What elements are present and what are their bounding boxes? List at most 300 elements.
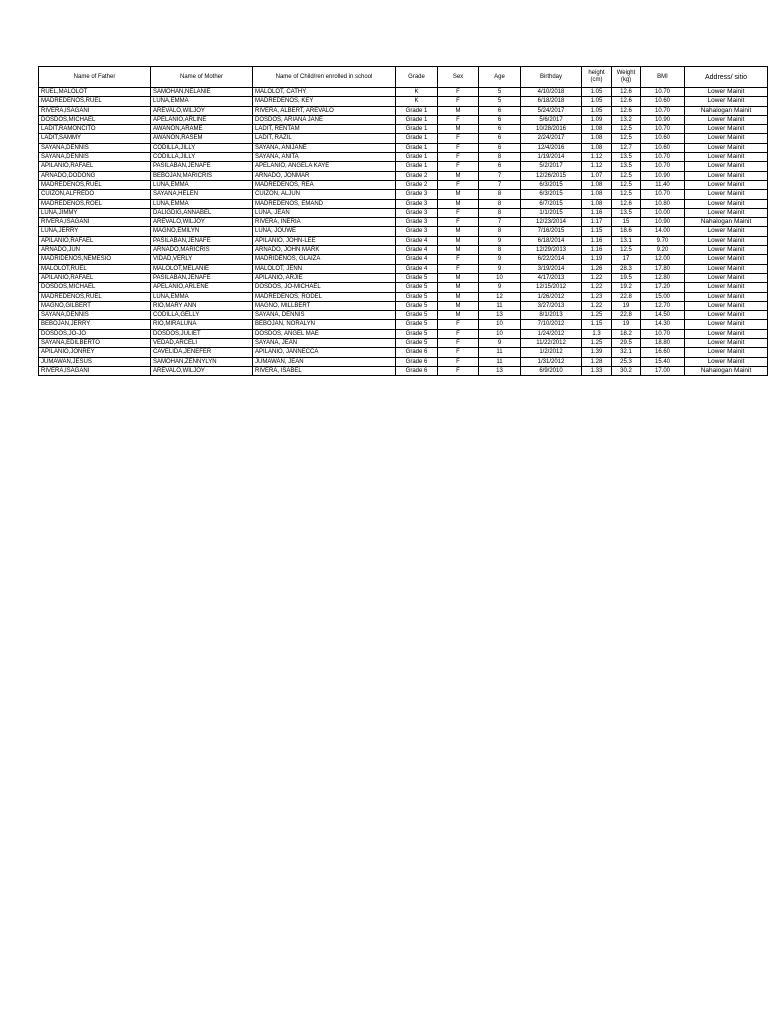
sex-cell: M — [438, 125, 479, 134]
mother-cell: CODILLA,JILLY — [151, 143, 253, 152]
bmi-cell: 10.90 — [641, 218, 685, 227]
father-cell: DOSDOS,MICHAEL — [39, 115, 151, 124]
grade-cell: Grade 5 — [396, 301, 438, 310]
sex-cell: F — [438, 255, 479, 264]
table-row — [39, 208, 768, 217]
bmi-cell: 10.70 — [641, 125, 685, 134]
child-cell: SAYANA, JEAN — [253, 339, 396, 348]
age-cell: 9 — [479, 283, 521, 292]
sex-cell: F — [438, 329, 479, 338]
mother-cell: APELANIO,ARLINE — [151, 115, 253, 124]
father-cell: DOSDOS,JO-JO — [39, 329, 151, 338]
height-cell: 1.22 — [582, 273, 612, 282]
age-cell: 9 — [479, 255, 521, 264]
address-cell: Lower Mainit — [685, 180, 768, 189]
weight-cell: 30.2 — [612, 366, 641, 375]
address-cell: Lower Mainit — [685, 190, 768, 199]
bmi-cell: 11.40 — [641, 180, 685, 189]
height-cell: 1.3 — [582, 329, 612, 338]
birthday-cell: 7/10/2012 — [521, 320, 582, 329]
age-cell: 6 — [479, 162, 521, 171]
bmi-cell: 12.00 — [641, 255, 685, 264]
mother-cell: LUNA,EMMA — [151, 180, 253, 189]
age-cell: 11 — [479, 301, 521, 310]
age-cell: 9 — [479, 339, 521, 348]
mother-cell: AREVALO,WILJOY — [151, 366, 253, 375]
grade-cell: Grade 1 — [396, 125, 438, 134]
birthday-cell: 1/1/2015 — [521, 208, 582, 217]
father-cell: SAYANA,EDILBERTO — [39, 339, 151, 348]
grade-cell: Grade 1 — [396, 106, 438, 115]
bmi-cell: 10.00 — [641, 208, 685, 217]
father-cell: APILANIO,JONREY — [39, 348, 151, 357]
grade-cell: Grade 5 — [396, 329, 438, 338]
sex-cell: F — [438, 153, 479, 162]
height-cell: 1.08 — [582, 190, 612, 199]
sex-cell: F — [438, 115, 479, 124]
father-cell: BEBOJAN,JERRY — [39, 320, 151, 329]
address-cell: Lower Mainit — [685, 236, 768, 245]
table-row — [39, 162, 768, 171]
bmi-cell: 14.50 — [641, 311, 685, 320]
birthday-cell: 11/22/2012 — [521, 339, 582, 348]
mother-cell: VIDAD,VERLY — [151, 255, 253, 264]
bmi-cell: 16.60 — [641, 348, 685, 357]
address-cell: Lower Mainit — [685, 208, 768, 217]
child-cell: MADREDEÑOS, KEY — [253, 97, 396, 106]
child-cell: CUIZON, ALJUN — [253, 190, 396, 199]
age-cell: 6 — [479, 125, 521, 134]
header-cell: Sex — [438, 67, 479, 88]
father-cell: MADREDENOS,RUEL — [39, 180, 151, 189]
address-cell: Lower Mainit — [685, 255, 768, 264]
height-cell: 1.26 — [582, 264, 612, 273]
table-row — [39, 320, 768, 329]
table-row — [39, 311, 768, 320]
table-row — [39, 143, 768, 152]
sex-cell: F — [438, 143, 479, 152]
bmi-cell: 10.80 — [641, 199, 685, 208]
grade-cell: Grade 4 — [396, 246, 438, 255]
weight-cell: 12.6 — [612, 88, 641, 97]
mother-cell: MAGNO,EMILYN — [151, 227, 253, 236]
birthday-cell: 1/31/2012 — [521, 357, 582, 366]
age-cell: 6 — [479, 143, 521, 152]
height-cell: 1.25 — [582, 311, 612, 320]
father-cell: SAYANA,DENNIS — [39, 153, 151, 162]
weight-cell: 19.2 — [612, 283, 641, 292]
birthday-cell: 1/26/2012 — [521, 292, 582, 301]
mother-cell: LUNA,EMMA — [151, 199, 253, 208]
sex-cell: F — [438, 348, 479, 357]
address-cell: Lower Mainit — [685, 153, 768, 162]
weight-cell: 12.6 — [612, 199, 641, 208]
child-cell: RIVERA, ALBERT, AREVALO — [253, 106, 396, 115]
mother-cell: VEDAD,ARCELI — [151, 339, 253, 348]
sex-cell: F — [438, 88, 479, 97]
age-cell: 6 — [479, 106, 521, 115]
child-cell: RIVERA, INERIA — [253, 218, 396, 227]
grade-cell: Grade 1 — [396, 162, 438, 171]
address-cell: Lower Mainit — [685, 301, 768, 310]
child-cell: MADREDENOS, RODEL — [253, 292, 396, 301]
weight-cell: 12.6 — [612, 97, 641, 106]
child-cell: LUNA, JOUWE — [253, 227, 396, 236]
address-cell: Lower Mainit — [685, 97, 768, 106]
father-cell: RIVERA,ISAGANI — [39, 218, 151, 227]
height-cell: 1.28 — [582, 357, 612, 366]
sex-cell: M — [438, 246, 479, 255]
father-cell: MADREDENOS,RUEL — [39, 292, 151, 301]
table-row — [39, 97, 768, 106]
table-row — [39, 329, 768, 338]
address-cell: Lower Mainit — [685, 283, 768, 292]
child-cell: LADIT, RAZIL — [253, 134, 396, 143]
father-cell: CUIZON,ALFREDO — [39, 190, 151, 199]
grade-cell: Grade 5 — [396, 339, 438, 348]
birthday-cell: 5/24/2017 — [521, 106, 582, 115]
header-cell: Weight (kg) — [612, 67, 641, 88]
weight-cell: 17 — [612, 255, 641, 264]
mother-cell: LUNA,EMMA — [151, 292, 253, 301]
bmi-cell: 10.70 — [641, 162, 685, 171]
age-cell: 11 — [479, 348, 521, 357]
age-cell: 8 — [479, 246, 521, 255]
height-cell: 1.39 — [582, 348, 612, 357]
height-cell: 1.12 — [582, 162, 612, 171]
birthday-cell: 6/7/2015 — [521, 199, 582, 208]
sex-cell: M — [438, 190, 479, 199]
address-cell: Lower Mainit — [685, 246, 768, 255]
birthday-cell: 3/19/2014 — [521, 264, 582, 273]
table-row — [39, 301, 768, 310]
child-cell: SAYANA, ANITA — [253, 153, 396, 162]
height-cell: 1.05 — [582, 88, 612, 97]
grade-cell: Grade 3 — [396, 199, 438, 208]
weight-cell: 12.7 — [612, 143, 641, 152]
height-cell: 1.08 — [582, 199, 612, 208]
mother-cell: BEBOJAN,MARICRIS — [151, 171, 253, 180]
child-cell: APILANIO, JOHN-LEE — [253, 236, 396, 245]
grade-cell: Grade 3 — [396, 208, 438, 217]
weight-cell: 15 — [612, 218, 641, 227]
child-cell: MADRIDEÑOS, GLAIZA — [253, 255, 396, 264]
father-cell: SAYANA,DENNIS — [39, 143, 151, 152]
table-row — [39, 171, 768, 180]
sex-cell: F — [438, 162, 479, 171]
weight-cell: 18.6 — [612, 227, 641, 236]
birthday-cell: 8/1/2013 — [521, 311, 582, 320]
bmi-cell: 9.70 — [641, 236, 685, 245]
sex-cell: F — [438, 339, 479, 348]
child-cell: LUNA, JEAN — [253, 208, 396, 217]
table-row — [39, 227, 768, 236]
weight-cell: 13.2 — [612, 115, 641, 124]
birthday-cell: 4/17/2013 — [521, 273, 582, 282]
father-cell: ARNADO,DODONG — [39, 171, 151, 180]
child-cell: APILANIO, ARJIE — [253, 273, 396, 282]
birthday-cell: 12/29/2013 — [521, 246, 582, 255]
mother-cell: AREVALO,WILJOY — [151, 218, 253, 227]
father-cell: JUMAWAN,JESUS — [39, 357, 151, 366]
age-cell: 13 — [479, 366, 521, 375]
table-row — [39, 292, 768, 301]
address-cell: Lower Mainit — [685, 357, 768, 366]
bmi-cell: 10.60 — [641, 143, 685, 152]
age-cell: 12 — [479, 292, 521, 301]
weight-cell: 12.5 — [612, 246, 641, 255]
address-cell: Lower Mainit — [685, 273, 768, 282]
sex-cell: M — [438, 106, 479, 115]
grade-cell: Grade 1 — [396, 153, 438, 162]
age-cell: 6 — [479, 134, 521, 143]
height-cell: 1.05 — [582, 106, 612, 115]
sex-cell: M — [438, 311, 479, 320]
child-cell: APELANIO, ANGELA KAYE — [253, 162, 396, 171]
bmi-cell: 10.70 — [641, 106, 685, 115]
sex-cell: F — [438, 218, 479, 227]
child-cell: DOSDOS, JO-MICHAEL — [253, 283, 396, 292]
child-cell: JUMAWAN, JEAN — [253, 357, 396, 366]
grade-cell: K — [396, 88, 438, 97]
bmi-cell: 10.60 — [641, 134, 685, 143]
mother-cell: AREVALO,WILJOY — [151, 106, 253, 115]
child-cell: APILANIO, JANNECCA — [253, 348, 396, 357]
weight-cell: 32.1 — [612, 348, 641, 357]
age-cell: 8 — [479, 190, 521, 199]
address-cell: Lower Mainit — [685, 320, 768, 329]
grade-cell: K — [396, 97, 438, 106]
address-cell: Lower Mainit — [685, 125, 768, 134]
birthday-cell: 6/3/2015 — [521, 190, 582, 199]
sex-cell: F — [438, 208, 479, 217]
child-cell: MADREDENOS, REA — [253, 180, 396, 189]
grade-cell: Grade 4 — [396, 264, 438, 273]
header-cell: height (cm) — [582, 67, 612, 88]
age-cell: 8 — [479, 199, 521, 208]
birthday-cell: 6/18/2018 — [521, 97, 582, 106]
father-cell: LADIT,RAMONCITO — [39, 125, 151, 134]
address-cell: Lower Mainit — [685, 329, 768, 338]
bmi-cell: 15.00 — [641, 292, 685, 301]
table-row — [39, 199, 768, 208]
birthday-cell: 5/2/2017 — [521, 162, 582, 171]
height-cell: 1.23 — [582, 292, 612, 301]
height-cell: 1.07 — [582, 171, 612, 180]
address-cell: Lower Mainit — [685, 143, 768, 152]
bmi-cell: 17.00 — [641, 366, 685, 375]
sex-cell: M — [438, 236, 479, 245]
birthday-cell: 1/24/2012 — [521, 329, 582, 338]
child-cell: LADIT, RENTAM — [253, 125, 396, 134]
height-cell: 1.17 — [582, 218, 612, 227]
birthday-cell: 5/6/2017 — [521, 115, 582, 124]
age-cell: 10 — [479, 273, 521, 282]
mother-cell: DALIGDIG,ANNABEL — [151, 208, 253, 217]
birthday-cell: 12/23/2014 — [521, 218, 582, 227]
height-cell: 1.05 — [582, 97, 612, 106]
weight-cell: 12.5 — [612, 125, 641, 134]
child-cell: ARNADO, JOHN MARK — [253, 246, 396, 255]
child-cell: MAGNO, MILLBERT — [253, 301, 396, 310]
table-row — [39, 348, 768, 357]
height-cell: 1.22 — [582, 301, 612, 310]
grade-cell: Grade 2 — [396, 171, 438, 180]
weight-cell: 13.5 — [612, 153, 641, 162]
height-cell: 1.25 — [582, 339, 612, 348]
header-cell: Name of Mother — [151, 67, 253, 88]
mother-cell: PASILABAN,JENAFE — [151, 273, 253, 282]
bmi-cell: 14.00 — [641, 227, 685, 236]
sex-cell: F — [438, 366, 479, 375]
grade-cell: Grade 1 — [396, 143, 438, 152]
sex-cell: M — [438, 227, 479, 236]
height-cell: 1.15 — [582, 227, 612, 236]
age-cell: 5 — [479, 88, 521, 97]
mother-cell: APELANIO,ARLENE — [151, 283, 253, 292]
child-cell: BEBOJAN, NORALYN — [253, 320, 396, 329]
father-cell: MADREDENOS,ROEL — [39, 199, 151, 208]
sex-cell: M — [438, 292, 479, 301]
birthday-cell: 6/18/2014 — [521, 236, 582, 245]
table-row — [39, 366, 768, 375]
table-row — [39, 115, 768, 124]
grade-cell: Grade 3 — [396, 218, 438, 227]
bmi-cell: 17.20 — [641, 283, 685, 292]
address-cell: Lower Mainit — [685, 227, 768, 236]
father-cell: ARNADO,JUN — [39, 246, 151, 255]
grade-cell: Grade 3 — [396, 190, 438, 199]
header-cell: BMI — [641, 67, 685, 88]
bmi-cell: 9.20 — [641, 246, 685, 255]
address-cell: Lower Mainit — [685, 162, 768, 171]
address-cell: Nahalogan Mainit — [685, 366, 768, 375]
bmi-cell: 10.60 — [641, 97, 685, 106]
grade-cell: Grade 5 — [396, 292, 438, 301]
table-row — [39, 273, 768, 282]
header-cell: Name of Child/ren enrolled in school — [253, 67, 396, 88]
mother-cell: CODILLA,JILLY — [151, 153, 253, 162]
grade-cell: Grade 5 — [396, 320, 438, 329]
sex-cell: F — [438, 180, 479, 189]
height-cell: 1.08 — [582, 180, 612, 189]
father-cell: RIVERA,ISAGANI — [39, 106, 151, 115]
address-cell: Lower Mainit — [685, 171, 768, 180]
child-cell: SAYANA, ANIJANE — [253, 143, 396, 152]
weight-cell: 19 — [612, 320, 641, 329]
address-cell: Nahalogan Mainit — [685, 218, 768, 227]
age-cell: 7 — [479, 171, 521, 180]
age-cell: 13 — [479, 311, 521, 320]
weight-cell: 12.6 — [612, 106, 641, 115]
weight-cell: 29.5 — [612, 339, 641, 348]
birthday-cell: 3/27/2013 — [521, 301, 582, 310]
birthday-cell: 12/15/2012 — [521, 283, 582, 292]
height-cell: 1.08 — [582, 143, 612, 152]
mother-cell: CODILLA,GELLY — [151, 311, 253, 320]
mother-cell: LUNA,EMMA — [151, 97, 253, 106]
bmi-cell: 10.90 — [641, 115, 685, 124]
weight-cell: 22.8 — [612, 292, 641, 301]
table-row — [39, 134, 768, 143]
father-cell: APILANIO,RAFAEL — [39, 236, 151, 245]
header-cell: Grade — [396, 67, 438, 88]
grade-cell: Grade 4 — [396, 236, 438, 245]
birthday-cell: 12/4/2016 — [521, 143, 582, 152]
height-cell: 1.15 — [582, 320, 612, 329]
father-cell: LADIT,SAMMY — [39, 134, 151, 143]
father-cell: SAYANA,DENNIS — [39, 311, 151, 320]
age-cell: 5 — [479, 97, 521, 106]
father-cell: APILANIO,RAFAEL — [39, 273, 151, 282]
address-cell: Lower Mainit — [685, 88, 768, 97]
grade-cell: Grade 5 — [396, 283, 438, 292]
sex-cell: M — [438, 301, 479, 310]
child-cell: MADREDENOS, EMAND — [253, 199, 396, 208]
student-table — [38, 66, 768, 376]
address-cell: Lower Mainit — [685, 311, 768, 320]
sex-cell: F — [438, 320, 479, 329]
address-cell: Lower Mainit — [685, 339, 768, 348]
sex-cell: M — [438, 273, 479, 282]
header-row — [39, 67, 768, 88]
mother-cell: SAMOHAN,NELANIE — [151, 88, 253, 97]
father-cell: RIVERA,ISAGANI — [39, 366, 151, 375]
table-row — [39, 255, 768, 264]
bmi-cell: 18.80 — [641, 339, 685, 348]
age-cell: 9 — [479, 264, 521, 273]
height-cell: 1.33 — [582, 366, 612, 375]
address-cell: Lower Mainit — [685, 348, 768, 357]
table-row — [39, 153, 768, 162]
address-cell: Nahalogan Mainit — [685, 106, 768, 115]
child-cell: DOSDOS, ANGEL MAE — [253, 329, 396, 338]
sex-cell: F — [438, 357, 479, 366]
mother-cell: PASILABAN,JENAFE — [151, 162, 253, 171]
table-row — [39, 264, 768, 273]
address-cell: Lower Mainit — [685, 199, 768, 208]
age-cell: 7 — [479, 218, 521, 227]
weight-cell: 13.1 — [612, 236, 641, 245]
mother-cell: DOSDOS,JULIET — [151, 329, 253, 338]
bmi-cell: 10.70 — [641, 329, 685, 338]
child-cell: MALOLOT, JENN — [253, 264, 396, 273]
spreadsheet-page — [38, 66, 767, 376]
age-cell: 7 — [479, 180, 521, 189]
grade-cell: Grade 6 — [396, 348, 438, 357]
age-cell: 11 — [479, 357, 521, 366]
bmi-cell: 10.90 — [641, 171, 685, 180]
table-row — [39, 236, 768, 245]
child-cell: DOSDOS, ARIANA JANE — [253, 115, 396, 124]
child-cell: ARNADO, JONMAR — [253, 171, 396, 180]
header-cell: Age — [479, 67, 521, 88]
height-cell: 1.16 — [582, 208, 612, 217]
address-cell: Lower Mainit — [685, 264, 768, 273]
header-cell: Name of Father — [39, 67, 151, 88]
table-row — [39, 106, 768, 115]
mother-cell: SAYANA,HELEN — [151, 190, 253, 199]
father-cell: MADRIDEÑOS,NEMESIO — [39, 255, 151, 264]
age-cell: 8 — [479, 208, 521, 217]
table-row — [39, 125, 768, 134]
address-cell: Lower Mainit — [685, 134, 768, 143]
sex-cell: F — [438, 97, 479, 106]
birthday-cell: 12/26/2015 — [521, 171, 582, 180]
weight-cell: 13.5 — [612, 162, 641, 171]
grade-cell: Grade 1 — [396, 115, 438, 124]
birthday-cell: 7/16/2015 — [521, 227, 582, 236]
